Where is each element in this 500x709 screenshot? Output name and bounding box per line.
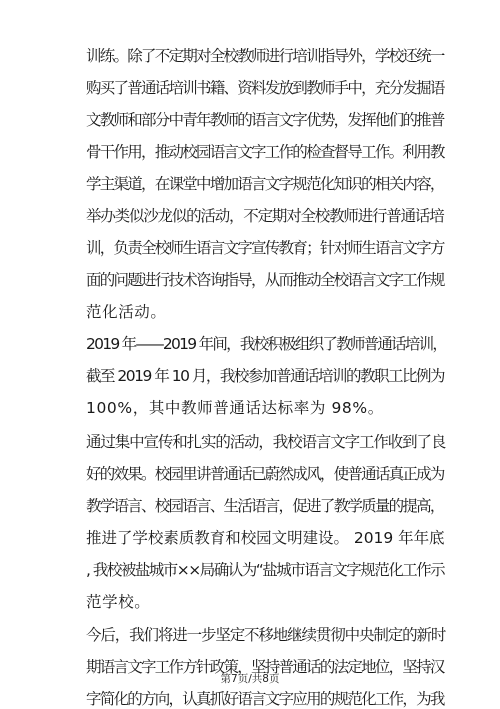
text-line: 举办类似沙龙似的活动，不定期对全校教师进行普通话培 (86, 207, 444, 225)
text-line: 面的问题进行技术咨询指导，从而推动全校语言文字工作规 (86, 271, 444, 289)
text-line: 范化活动。 (86, 303, 167, 321)
text-line: 训练。除了不定期对全校教师进行培训指导外，学校还统一 (86, 47, 444, 65)
text-line: 字简化的方向，认真抓好语言文字应用的规范化工作，为我 (86, 690, 444, 708)
text-line: , 我校被盐城市××局确认为“盐城市语言文字规范化工作示 (86, 561, 445, 579)
text-line: 今后，我们将进一步坚定不移地继续贯彻中央制定的新时 (86, 626, 446, 644)
page-number-footer: 第7页/共8页 (220, 673, 280, 685)
text-line: 截至 2019 年 10 月，我校参加普通话培训的教职工比例为 (86, 367, 444, 385)
text-line: 2019 年——2019 年间，我校积极组织了教师普通话培训， (86, 335, 447, 353)
text-line: 推进了学校素质教育和校园文明建设。 2019 年年底 (86, 529, 445, 547)
text-line: 训，负责全校师生语言文字宣传教育；针对师生语言文字方 (86, 239, 444, 257)
text-line: 学主渠道，在课堂中增加语言文字规范化知识的相关内容， (86, 175, 444, 193)
text-line: 好的效果。校园里讲普通话已蔚然成风，使普通话真正成为 (86, 465, 444, 483)
text-line: 文教师和部分中青年教师的语言文字优势，发挥他们的推普 (86, 111, 444, 129)
text-line: 100%，其中教师普通话达标率为 98%。 (86, 399, 384, 417)
text-line: 通过集中宣传和扎实的活动，我校语言文字工作收到了良 (86, 433, 446, 451)
text-line: 教学语言、校园语言、生活语言，促进了教学质量的提高， (86, 497, 444, 515)
text-line: 范学校。 (86, 593, 151, 611)
text-line: 期语言文字工作方针政策，坚持普通话的法定地位，坚持汉 (86, 658, 444, 676)
text-line: 骨干作用，推动校园语言文字工作的检查督导工作。利用教 (86, 143, 444, 161)
text-line: 购买了普通话培训书籍、资料发放到教师手中，充分发掘语 (86, 79, 444, 97)
